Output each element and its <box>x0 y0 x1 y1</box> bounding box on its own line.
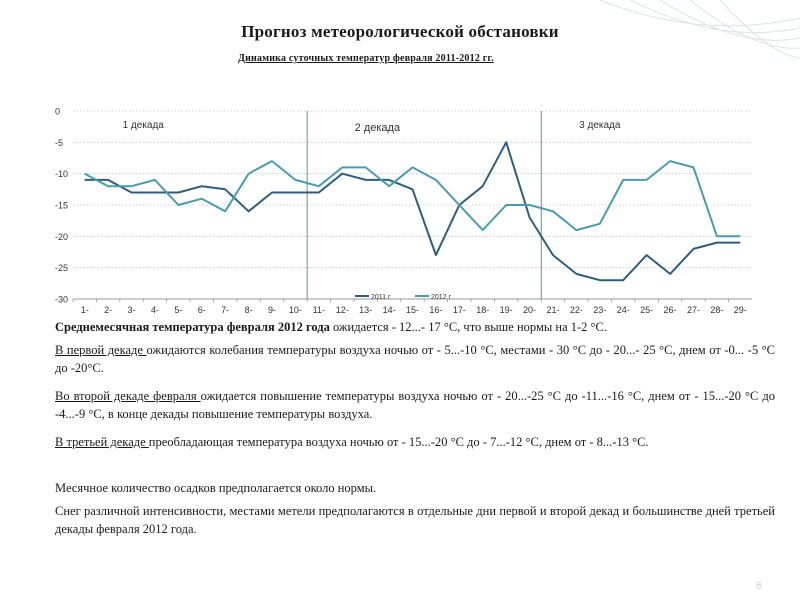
y-tick-label: -10 <box>55 169 69 180</box>
x-tick-label: 8- <box>244 305 253 315</box>
x-tick-label: 28- <box>710 305 724 315</box>
decade-label: 1 декада <box>122 120 164 131</box>
x-tick-label: 9- <box>268 305 277 315</box>
x-tick-label: 17- <box>452 305 466 315</box>
temperature-chart <box>0 95 800 320</box>
chart-subtitle: Динамика суточных температур февраля 2011-2012 гг. <box>238 53 494 64</box>
paragraph-third-decade <box>55 433 775 451</box>
y-tick-label: -25 <box>55 263 69 274</box>
legend-label: 2012 г <box>431 294 452 301</box>
page-number: 6 <box>755 580 762 592</box>
second-decade-label: Во второй декаде февраля <box>55 389 201 403</box>
paragraph-precipitation: Месячное количество осадков предполагается около нормы. <box>55 481 377 495</box>
x-tick-label: 19- <box>499 305 513 315</box>
y-tick-label: 0 <box>55 106 61 117</box>
x-tick-label: 29- <box>733 305 747 315</box>
x-tick-label: 6- <box>197 305 206 315</box>
x-tick-label: 18- <box>476 305 490 315</box>
x-tick-label: 16- <box>429 305 443 315</box>
x-tick-label: 26- <box>663 305 677 315</box>
series-line <box>85 161 741 236</box>
decorative-lines <box>540 0 800 90</box>
x-tick-label: 4- <box>150 305 159 315</box>
paragraph-average <box>55 318 775 336</box>
y-tick-label: -20 <box>55 231 69 242</box>
x-tick-label: 20- <box>523 305 537 315</box>
x-tick-label: 11- <box>312 305 326 315</box>
x-tick-label: 13- <box>359 305 373 315</box>
second-decade-text: ожидается повышение температуры воздуха ночью от - 20...-25 °С до -11...-16 °С, днем от - 15...-20 °С до -4...-9 °С, в конце декады повышение температуры воздуха. <box>55 389 775 421</box>
x-tick-label: 12- <box>335 305 349 315</box>
x-tick-label: 5- <box>174 305 183 315</box>
paragraph-snow: Снег различной интенсивности, местами метели предполагаются в отдельные дни первой и второй декад и большинстве дней третьей декады февраля 2012 года. <box>55 504 775 536</box>
x-tick-label: 2- <box>104 305 113 315</box>
page-title: Прогноз метеорологической обстановки <box>241 22 559 41</box>
x-tick-label: 23- <box>593 305 607 315</box>
paragraph-first-decade <box>55 341 775 377</box>
x-tick-label: 21- <box>546 305 560 315</box>
x-tick-label: 15- <box>405 305 420 315</box>
decade-label: 3 декада <box>579 120 621 131</box>
legend-label: 2011 г <box>371 294 391 301</box>
x-tick-label: 14- <box>382 305 396 315</box>
x-tick-label: 22- <box>569 305 583 315</box>
x-tick-label: 3- <box>127 305 136 315</box>
x-tick-label: 1- <box>80 305 89 315</box>
x-tick-label: 7- <box>221 305 230 315</box>
third-decade-label: В третьей декаде <box>55 435 149 449</box>
y-tick-label: -5 <box>55 137 64 148</box>
x-tick-label: 27- <box>686 305 700 315</box>
decade-label: 2 декада <box>354 122 401 134</box>
y-tick-label: -30 <box>55 294 69 305</box>
first-decade-text: ожидаются колебания температуры воздуха ночью от - 5...-10 °С, местами - 30 °С до - 20...- 25 °С, днем от -0... -5 °С до -20°С. <box>55 343 775 375</box>
average-temp-heading: Среднемесячная температура февраля 2012 года <box>55 320 330 334</box>
x-tick-label: 10- <box>288 305 302 315</box>
x-tick-label: 25- <box>640 305 654 315</box>
series-line <box>85 142 741 280</box>
third-decade-text: преобладающая температура воздуха ночью от - 15...-20 °С до - 7...-12 °С, днем от - 8...-13 °С. <box>148 435 649 449</box>
average-temp-text: ожидается - 12...- 17 °С, что выше нормы на 1-2 °С. <box>329 320 608 334</box>
y-tick-label: -15 <box>55 200 69 211</box>
first-decade-label: В первой декаде <box>55 343 147 357</box>
x-tick-label: 24- <box>616 305 630 315</box>
paragraph-second-decade <box>55 387 775 423</box>
